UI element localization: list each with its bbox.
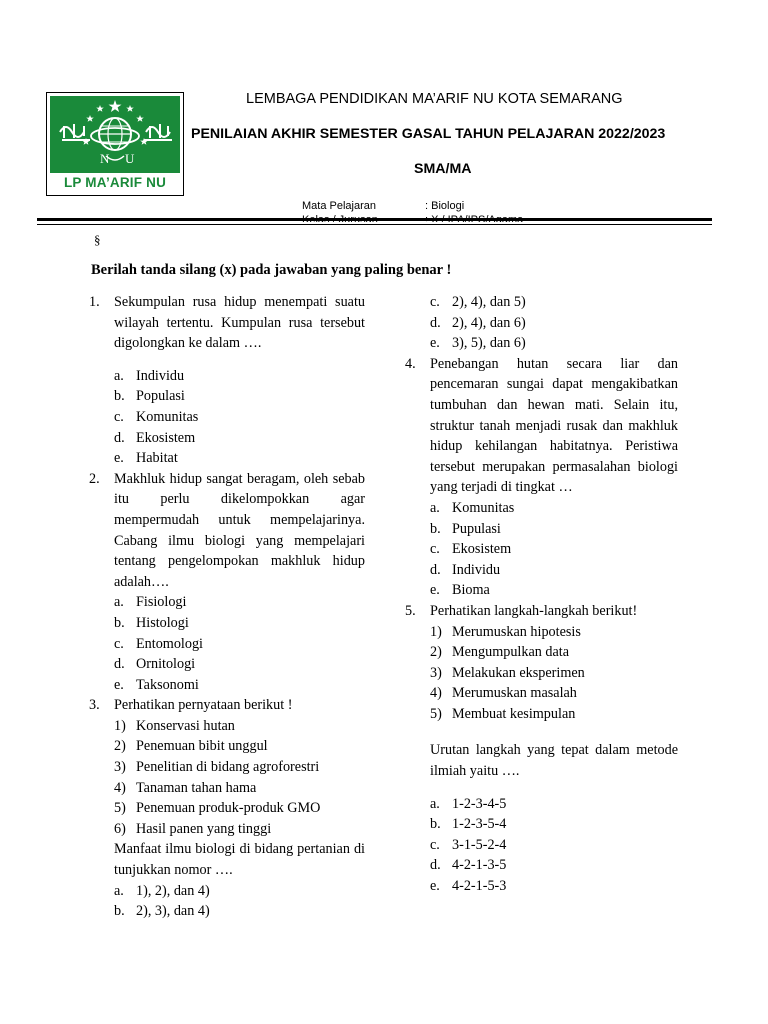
statement-label: 4): [114, 779, 126, 796]
question-number: 3.: [89, 697, 100, 714]
option-label: a.: [430, 795, 440, 812]
option-d: [430, 560, 678, 581]
statement-label: 5): [114, 800, 126, 817]
question-3: [89, 695, 365, 716]
question-number: 2.: [89, 470, 100, 487]
option-c: [430, 539, 678, 560]
option-text: 3-1-5-2-4: [452, 836, 507, 853]
question-3-options-right: [405, 292, 678, 354]
statement-label: 1): [114, 717, 126, 734]
option-label: a.: [114, 882, 124, 899]
question-3-statements: [89, 716, 365, 840]
statement-2: [430, 642, 678, 663]
question-2-options: [89, 592, 365, 695]
statement-label: 1): [430, 623, 442, 640]
logo-letter-n: N: [100, 151, 110, 166]
option-text: Individu: [136, 367, 185, 384]
statement-label: 3): [114, 759, 126, 776]
option-a: [114, 366, 365, 387]
option-d: [114, 654, 365, 675]
option-label: e.: [114, 676, 124, 693]
subject-label: Mata Pelajaran: [302, 200, 376, 212]
option-label: e.: [114, 450, 124, 467]
option-a: [430, 498, 678, 519]
option-label: b.: [430, 816, 441, 833]
statement-text: Penemuan produk-produk GMO: [136, 800, 321, 817]
exam-title: PENILAIAN AKHIR SEMESTER GASAL TAHUN PELAJARAN 2022/2023: [191, 126, 666, 142]
option-label: c.: [430, 294, 440, 310]
statement-6: [114, 819, 365, 840]
option-text: Bioma: [452, 582, 490, 599]
statement-label: 2): [114, 738, 126, 755]
option-text: Komunitas: [452, 499, 515, 516]
question-text: Makhluk hidup sangat beragam, oleh sebab itu perlu dikelompokkan agar mempermudah untuk mempelajarinya. Cabang ilmu biologi yang mempelajari tentang pengelompokan makhluk hidup adalah….: [114, 470, 365, 590]
option-text: Ornitologi: [136, 656, 196, 673]
option-label: d.: [114, 429, 125, 446]
school-level: SMA/MA: [414, 161, 472, 177]
statement-1: [430, 622, 678, 643]
option-text: 4-2-1-3-5: [452, 857, 507, 874]
statement-text: Merumuskan hipotesis: [452, 623, 581, 640]
logo-caption: LP MA’ARIF NU: [63, 175, 167, 190]
option-text: Entomologi: [136, 635, 203, 652]
option-e: [430, 580, 678, 601]
header-rule-thick: [37, 218, 712, 221]
option-text: 2), 3), dan 4): [136, 903, 210, 920]
institution-name: LEMBAGA PENDIDIKAN MA’ARIF NU KOTA SEMARANG: [246, 91, 623, 107]
question-text: Sekumpulan rusa hidup menempati suatu wilayah tertentu. Kumpulan rusa tersebut digolongkan ke dalam ….: [114, 294, 365, 352]
statement-4: [430, 683, 678, 704]
statement-text: Hasil panen yang tinggi: [136, 820, 272, 837]
question-4-options: [405, 498, 678, 601]
question-text: Penebangan hutan secara liar dan pencemaran sungai dapat mengakibatkan tumbuhan dan hewan mati. Selain itu, struktur tanah menjadi rusak dan makhluk hidup kehilangan habitatnya. Peristiwa tersebut merupakan permasalahan biologi yang terjadi di tingkat …: [430, 355, 678, 496]
option-text: 4-2-1-5-3: [452, 878, 507, 895]
statement-label: 2): [430, 644, 442, 661]
statement-text: Mengumpulkan data: [452, 644, 570, 661]
option-b: [430, 519, 678, 540]
option-label: e.: [430, 582, 440, 599]
statement-text: Melakukan eksperimen: [452, 664, 585, 681]
statement-label: 3): [430, 664, 442, 681]
section-bullet: §: [94, 232, 101, 247]
question-3-options-left: [89, 881, 365, 922]
option-b: [114, 386, 365, 407]
option-text: Ekosistem: [452, 541, 512, 558]
option-label: d.: [114, 656, 125, 673]
statement-1: [114, 716, 365, 737]
option-a: [114, 592, 365, 613]
question-5-prompt: Urutan langkah yang tepat dalam metode ilmiah yaitu ….: [430, 742, 678, 780]
option-text: Komunitas: [136, 408, 199, 425]
option-text: Ekosistem: [136, 429, 196, 446]
statement-label: 6): [114, 820, 126, 837]
option-label: b.: [114, 903, 125, 920]
option-label: a.: [114, 367, 124, 384]
option-label: c.: [430, 836, 440, 853]
option-text: Fisiologi: [136, 594, 187, 611]
question-5-options: [405, 794, 678, 897]
option-label: b.: [114, 388, 125, 405]
option-c: [430, 292, 678, 313]
option-text: Habitat: [136, 450, 178, 467]
question-1: [89, 292, 365, 354]
option-label: c.: [114, 635, 124, 652]
option-text: 3), 5), dan 6): [452, 335, 526, 352]
statement-5: [430, 704, 678, 725]
option-e: [430, 876, 678, 897]
option-label: d.: [430, 561, 441, 578]
left-column: [89, 292, 365, 922]
question-5-statements: [405, 622, 678, 725]
question-3-prompt: Manfaat ilmu biologi di bidang pertanian di tunjukkan nomor ….: [114, 841, 365, 879]
option-a: [114, 881, 365, 902]
instruction: Berilah tanda silang (x) pada jawaban yang paling benar !: [91, 262, 452, 278]
subject-value: : Biologi: [425, 200, 465, 212]
option-label: b.: [114, 614, 125, 631]
option-label: c.: [430, 541, 440, 558]
option-e: [114, 675, 365, 696]
option-label: d.: [430, 857, 441, 874]
option-text: Pupulasi: [452, 520, 501, 537]
option-label: b.: [430, 520, 441, 537]
question-text: Perhatikan langkah-langkah berikut!: [430, 602, 638, 619]
lp-maarif-logo: [46, 92, 184, 196]
option-a: [430, 794, 678, 815]
option-label: a.: [114, 594, 124, 611]
statement-label: 4): [430, 685, 442, 702]
option-c: [114, 407, 365, 428]
statement-text: Penelitian di bidang agroforestri: [136, 759, 320, 776]
question-number: 5.: [405, 602, 416, 619]
statement-5: [114, 798, 365, 819]
question-number: 4.: [405, 355, 416, 372]
option-b: [114, 901, 365, 922]
statement-text: Tanaman tahan hama: [136, 779, 257, 796]
option-label: a.: [430, 499, 440, 516]
nu-globe-icon: [50, 96, 180, 173]
statement-2: [114, 736, 365, 757]
option-label: e.: [430, 335, 440, 352]
option-text: Populasi: [136, 388, 185, 405]
question-text: Perhatikan pernyataan berikut !: [114, 697, 293, 714]
question-2: [89, 469, 365, 593]
option-text: 2), 4), dan 6): [452, 314, 526, 331]
header-rule-thin: [37, 224, 712, 225]
logo-emblem: [50, 96, 180, 173]
statement-3: [430, 663, 678, 684]
statement-text: Membuat kesimpulan: [452, 705, 576, 722]
statement-3: [114, 757, 365, 778]
option-label: d.: [430, 314, 441, 331]
option-text: Taksonomi: [136, 676, 199, 693]
option-text: 1-2-3-4-5: [452, 795, 507, 812]
option-text: 1-2-3-5-4: [452, 816, 507, 833]
statement-label: 5): [430, 705, 442, 722]
question-5: [405, 601, 678, 622]
option-label: e.: [430, 878, 440, 895]
right-column: [405, 292, 678, 897]
option-text: 2), 4), dan 5): [452, 294, 526, 310]
statement-text: Penemuan bibit unggul: [136, 738, 268, 755]
statement-4: [114, 778, 365, 799]
option-text: Individu: [452, 561, 501, 578]
option-b: [114, 613, 365, 634]
option-d: [114, 428, 365, 449]
option-e: [114, 448, 365, 469]
option-c: [114, 634, 365, 655]
option-e: [430, 333, 678, 354]
option-d: [430, 313, 678, 334]
option-b: [430, 814, 678, 835]
logo-letter-u: U: [125, 151, 135, 166]
question-4: [405, 354, 678, 498]
statement-text: Merumuskan masalah: [452, 685, 577, 702]
question-1-options: [89, 366, 365, 469]
question-number: 1.: [89, 294, 100, 310]
option-text: Histologi: [136, 614, 189, 631]
option-c: [430, 835, 678, 856]
option-label: c.: [114, 408, 124, 425]
statement-text: Konservasi hutan: [136, 717, 235, 734]
option-d: [430, 855, 678, 876]
option-text: 1), 2), dan 4): [136, 882, 210, 899]
